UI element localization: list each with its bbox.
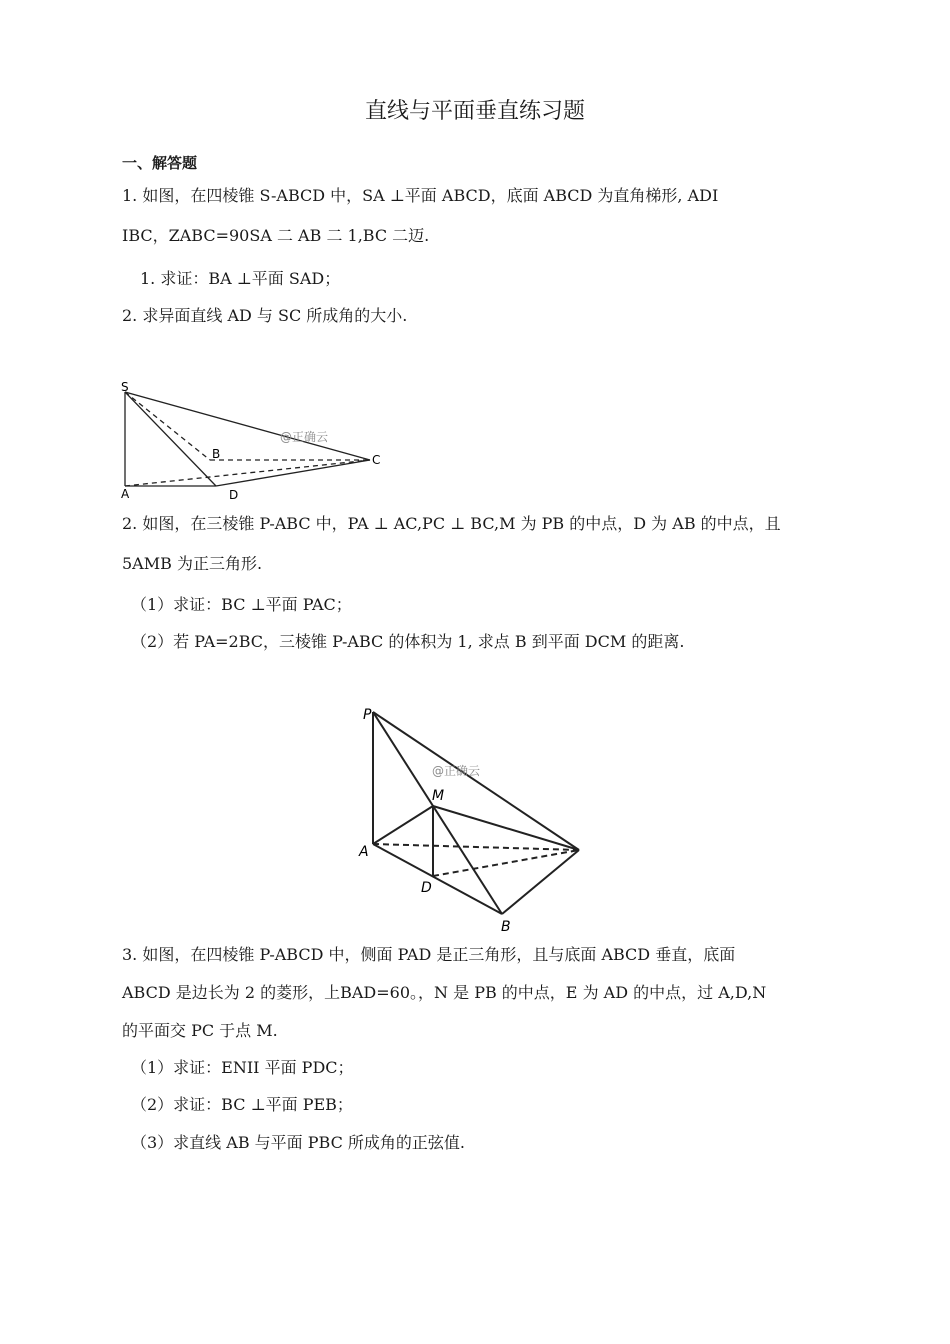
problem-2-question-2: （2）若 PA=2BC，三棱锥 P-ABC 的体积为 1, 求点 B 到平面 DCM 的距离.: [131, 632, 685, 651]
problem-1-figure: [110, 372, 400, 507]
label-d: D: [421, 880, 432, 896]
problem-3-line-1: 3. 如图，在四棱锥 P-ABCD 中，侧面 PAD 是正三角形，且与底面 ABCD 垂直，底面: [122, 945, 736, 964]
problem-2-line-1: 2. 如图，在三棱锥 P-ABC 中，PA ⊥ AC,PC ⊥ BC,M 为 PB 的中点，D 为 AB 的中点，且: [122, 514, 781, 533]
label-b: B: [212, 447, 221, 461]
problem-3-question-2: （2）求证：BC ⊥平面 PEB；: [131, 1095, 353, 1114]
problem-1-line-2: IBC，ZABC=90SA 二 AB 二 1,BC 二迈.: [122, 226, 430, 245]
label-a: A: [359, 844, 369, 860]
problem-2-question-1: （1）求证：BC ⊥平面 PAC；: [131, 595, 352, 614]
watermark: @正确云: [432, 764, 481, 778]
problem-1-line-1: 1. 如图，在四棱锥 S-ABCD 中，SA ⊥平面 ABCD，底面 ABCD 为直角梯形, ADI: [122, 186, 719, 205]
problem-2-line-2: 5AMB 为正三角形.: [122, 554, 263, 573]
label-m: M: [432, 788, 445, 804]
label-a: A: [121, 487, 130, 501]
label-s: S: [121, 380, 129, 394]
problem-1-question-1: 1. 求证：BA ⊥平面 SAD；: [140, 269, 341, 288]
watermark: @正确云: [280, 430, 329, 444]
label-b: B: [501, 919, 511, 935]
label-d: D: [229, 488, 239, 502]
label-p: P: [363, 707, 372, 723]
page-title: 直线与平面垂直练习题: [364, 99, 585, 124]
problem-3-question-1: （1）求证：ENII 平面 PDC；: [131, 1058, 354, 1077]
label-c: C: [372, 453, 381, 467]
section-heading: 一、解答题: [122, 154, 198, 172]
problem-1-question-2: 2. 求异面直线 AD 与 SC 所成角的大小.: [122, 306, 408, 325]
problem-2-figure: [355, 700, 595, 940]
problem-3-line-2: ABCD 是边长为 2 的菱形，上BAD=60。，N 是 PB 的中点，E 为 AD 的中点，过 A,D,N: [122, 983, 767, 1002]
problem-3-line-3: 的平面交 PC 于点 M.: [122, 1021, 278, 1040]
problem-3-question-3: （3）求直线 AB 与平面 PBC 所成角的正弦值.: [131, 1133, 465, 1152]
